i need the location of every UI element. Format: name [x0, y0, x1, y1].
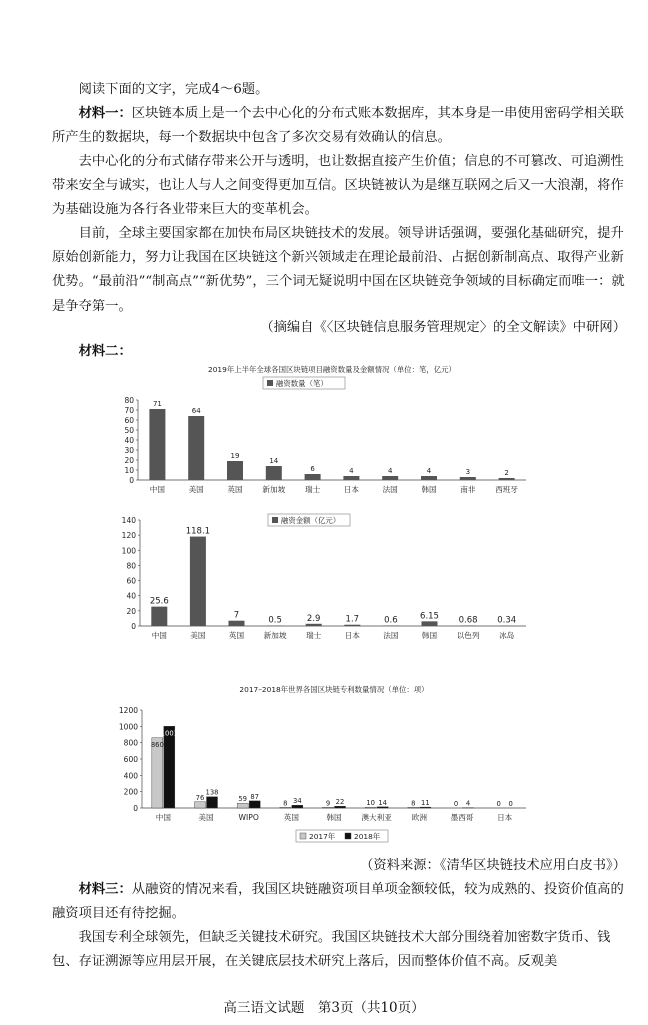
x-tick-label: 墨西哥	[450, 813, 474, 822]
y-tick-label: 40	[126, 591, 136, 601]
y-tick-label: 20	[124, 456, 134, 465]
data-label: 3	[465, 468, 471, 476]
bar	[343, 476, 359, 480]
y-tick-label: 10	[124, 466, 134, 475]
bar-2018年	[207, 797, 218, 808]
legend-swatch	[300, 833, 306, 839]
data-label: 4	[426, 467, 432, 475]
bar	[190, 537, 206, 626]
y-tick-label: 1200	[118, 706, 138, 715]
legend-label: 融资金额（亿元）	[281, 516, 341, 525]
x-tick-label: 英国	[283, 813, 299, 822]
data-label: 19	[230, 452, 240, 460]
reading-instruction: 阅读下面的文字，完成4～6题。	[78, 82, 269, 97]
material-1-para-2: 去中心化的分布式储存带来公开与透明，也让数据直接产生价值；信息的不可篡改、可追溯性带来安全与诚实，也让人与人之间变得更加互信。区块链被认为是继互联网之后又一大浪潮，将作为基础设施为各行各业带来巨大的变革机会。	[52, 154, 624, 218]
data-label: 11	[421, 799, 430, 808]
x-tick-label: 冰岛	[499, 631, 515, 640]
data-label: 1.7	[345, 614, 360, 625]
data-label: 14	[269, 457, 279, 465]
bar-2017年	[365, 807, 376, 808]
page-footer: 高三语文试题 第3页（共10页）	[223, 1000, 425, 1016]
bar	[422, 621, 438, 626]
legend-swatch	[267, 380, 273, 386]
y-tick-label: 600	[123, 755, 138, 764]
x-tick-label: 美国	[188, 485, 204, 494]
bar	[151, 607, 167, 626]
data-label: 87	[250, 792, 259, 801]
data-label: 71	[152, 400, 162, 408]
y-tick-label: 800	[123, 738, 138, 748]
material-1-para-3: 目前，全球主要国家都在加快布局区块链技术的发展。领导讲话强调，要强化基础研究，提升原始创新能力，努力让我国在区块链这个新兴领域走在理论最前沿、占据创新制高点、取得产业新优势。“最前沿”“制高点”“新优势”，三个词无疑说明中国在区块链竞争领域的目标确定而唯一：就是争夺第一。	[52, 226, 625, 314]
y-tick-label: 60	[126, 576, 136, 586]
legend-label: 融资数量（笔）	[276, 379, 328, 388]
bar-2018年	[292, 805, 303, 808]
bar-2017年	[280, 807, 291, 808]
x-tick-label: WIPO	[238, 813, 259, 822]
x-tick-label: 美国	[190, 631, 206, 640]
bar	[421, 476, 437, 480]
bar-2018年	[335, 806, 346, 808]
data-label: 1001	[160, 729, 178, 738]
material-1-label: 材料一：	[78, 106, 132, 121]
y-tick-label: 70	[124, 406, 134, 415]
legend-label: 2018年	[354, 832, 381, 841]
chart-title: 2019年上半年全球各国区块链项目融资数量及金额情况（单位：笔，亿元）	[208, 365, 456, 374]
y-tick-label: 20	[126, 606, 136, 616]
data-label: 6.15	[420, 611, 439, 622]
data-label: 0	[508, 800, 513, 808]
y-tick-label: 30	[124, 446, 134, 455]
bar-2017年	[323, 807, 334, 808]
x-tick-label: 瑞士	[305, 485, 321, 494]
data-label: 0.5	[268, 615, 282, 626]
data-label: 25.6	[149, 596, 169, 607]
material-2-source: （资料来源：《清华区块链技术应用白皮书》）	[360, 858, 626, 873]
material-3-label: 材料三：	[78, 882, 132, 897]
bar	[460, 477, 476, 480]
data-label: 0.34	[497, 615, 517, 626]
bar-2018年	[420, 807, 431, 808]
data-label: 6	[310, 465, 315, 473]
bar-2017年	[408, 807, 419, 808]
x-tick-label: 韩国	[421, 631, 438, 640]
bar	[229, 621, 245, 626]
data-label: 0	[453, 800, 459, 808]
data-label: 8	[283, 799, 288, 808]
data-label: 9	[325, 799, 331, 808]
data-label: 138	[205, 788, 219, 797]
patent-count-chart	[112, 682, 532, 842]
data-label: 7	[233, 610, 240, 621]
data-label: 2	[504, 469, 509, 477]
legend-label: 2017年	[309, 832, 336, 841]
bar-2018年	[164, 726, 175, 808]
y-tick-label: 140	[121, 516, 136, 525]
bar	[149, 409, 165, 480]
data-label: 0.68	[458, 615, 478, 626]
y-tick-label: 400	[123, 771, 138, 781]
x-tick-label: 中国	[149, 485, 165, 494]
bar	[266, 466, 282, 480]
bar	[305, 474, 321, 480]
x-tick-label: 韩国	[421, 485, 437, 494]
data-label: 4	[465, 799, 471, 808]
x-tick-label: 西班牙	[495, 485, 518, 494]
y-tick-label: 100	[121, 546, 136, 556]
bar	[499, 478, 515, 480]
bar	[460, 625, 476, 626]
x-tick-label: 南非	[460, 485, 476, 494]
x-tick-label: 英国	[228, 631, 245, 640]
bar-2017年	[195, 802, 206, 808]
y-tick-label: 1000	[118, 722, 138, 732]
data-label: 0	[496, 800, 501, 808]
data-label: 34	[293, 797, 302, 806]
x-tick-label: 中国	[151, 631, 167, 640]
x-tick-label: 澳大利亚	[361, 813, 392, 822]
bar	[382, 476, 398, 480]
bar-2017年	[237, 803, 248, 808]
y-tick-label: 0	[131, 622, 136, 631]
data-label: 118.1	[185, 526, 211, 537]
chart-title: 2017–2018年世界各国区块链专利数量情况（单位：项）	[239, 685, 429, 694]
x-tick-label: 瑞士	[306, 631, 322, 640]
data-label: 59	[238, 795, 247, 804]
y-tick-label: 60	[124, 416, 134, 425]
data-label: 14	[378, 798, 387, 807]
financing-count-chart	[112, 362, 532, 498]
x-tick-label: 中国	[155, 813, 171, 822]
x-tick-label: 英国	[227, 485, 243, 494]
material-3-para-1: 材料三：从融资的情况来看，我国区块链融资项目单项金额较低，较为成熟的、投资价值高的融资项目还有待挖掘。	[52, 882, 624, 922]
material-1-para-1: 材料一：区块链本质上是一个去中心化的分布式账本数据库，其本身是一串使用密码学相关联所产生的数据块，每一个数据块中包含了多次交易有效确认的信息。	[52, 106, 624, 146]
y-tick-label: 50	[124, 426, 134, 435]
material-3-para-2: 我国专利全球领先，但缺乏关键技术研究。我国区块链技术大部分围绕着加密数字货币、钱包、存证溯源等应用层开展，在关键底层技术研究上落后，因而整体价值不高。反观美	[52, 930, 611, 970]
y-tick-label: 200	[123, 787, 138, 797]
bar-2018年	[249, 801, 260, 808]
bar-2018年	[377, 807, 388, 808]
y-tick-label: 40	[124, 436, 134, 445]
bar	[344, 625, 360, 626]
x-tick-label: 新加坡	[263, 631, 287, 640]
x-tick-label: 日本	[343, 485, 359, 494]
x-tick-label: 韩国	[326, 813, 342, 822]
x-tick-label: 美国	[198, 813, 214, 822]
x-tick-label: 新加坡	[262, 485, 286, 494]
y-tick-label: 120	[121, 531, 136, 541]
data-label: 2.9	[306, 613, 321, 624]
x-tick-label: 以色列	[456, 631, 480, 640]
legend-swatch	[272, 517, 278, 523]
y-tick-label: 80	[126, 561, 136, 571]
legend-swatch	[345, 833, 351, 839]
data-label: 10	[366, 799, 375, 808]
x-tick-label: 日本	[497, 813, 513, 822]
y-tick-label: 0	[133, 804, 138, 813]
y-tick-label: 80	[124, 396, 134, 405]
x-tick-label: 法国	[382, 485, 398, 494]
data-label: 8	[411, 799, 416, 808]
financing-amount-chart	[112, 510, 532, 646]
data-label: 4	[349, 467, 354, 475]
data-label: 76	[195, 793, 205, 802]
material-2-label: 材料二：	[78, 344, 132, 359]
bar	[188, 416, 204, 480]
x-tick-label: 日本	[344, 631, 360, 640]
bar	[306, 624, 322, 626]
y-tick-label: 0	[129, 476, 134, 485]
data-label: 4	[387, 467, 393, 475]
data-label: 0.6	[384, 615, 398, 626]
x-tick-label: 法国	[383, 631, 399, 640]
data-label: 64	[191, 407, 201, 415]
data-label: 22	[335, 798, 345, 807]
data-label: 860	[150, 740, 164, 749]
bar	[227, 461, 243, 480]
material-1-source: （摘编自《〈区块链信息服务管理规定〉的全文解读》中研网）	[260, 320, 626, 335]
x-tick-label: 欧洲	[411, 813, 427, 822]
